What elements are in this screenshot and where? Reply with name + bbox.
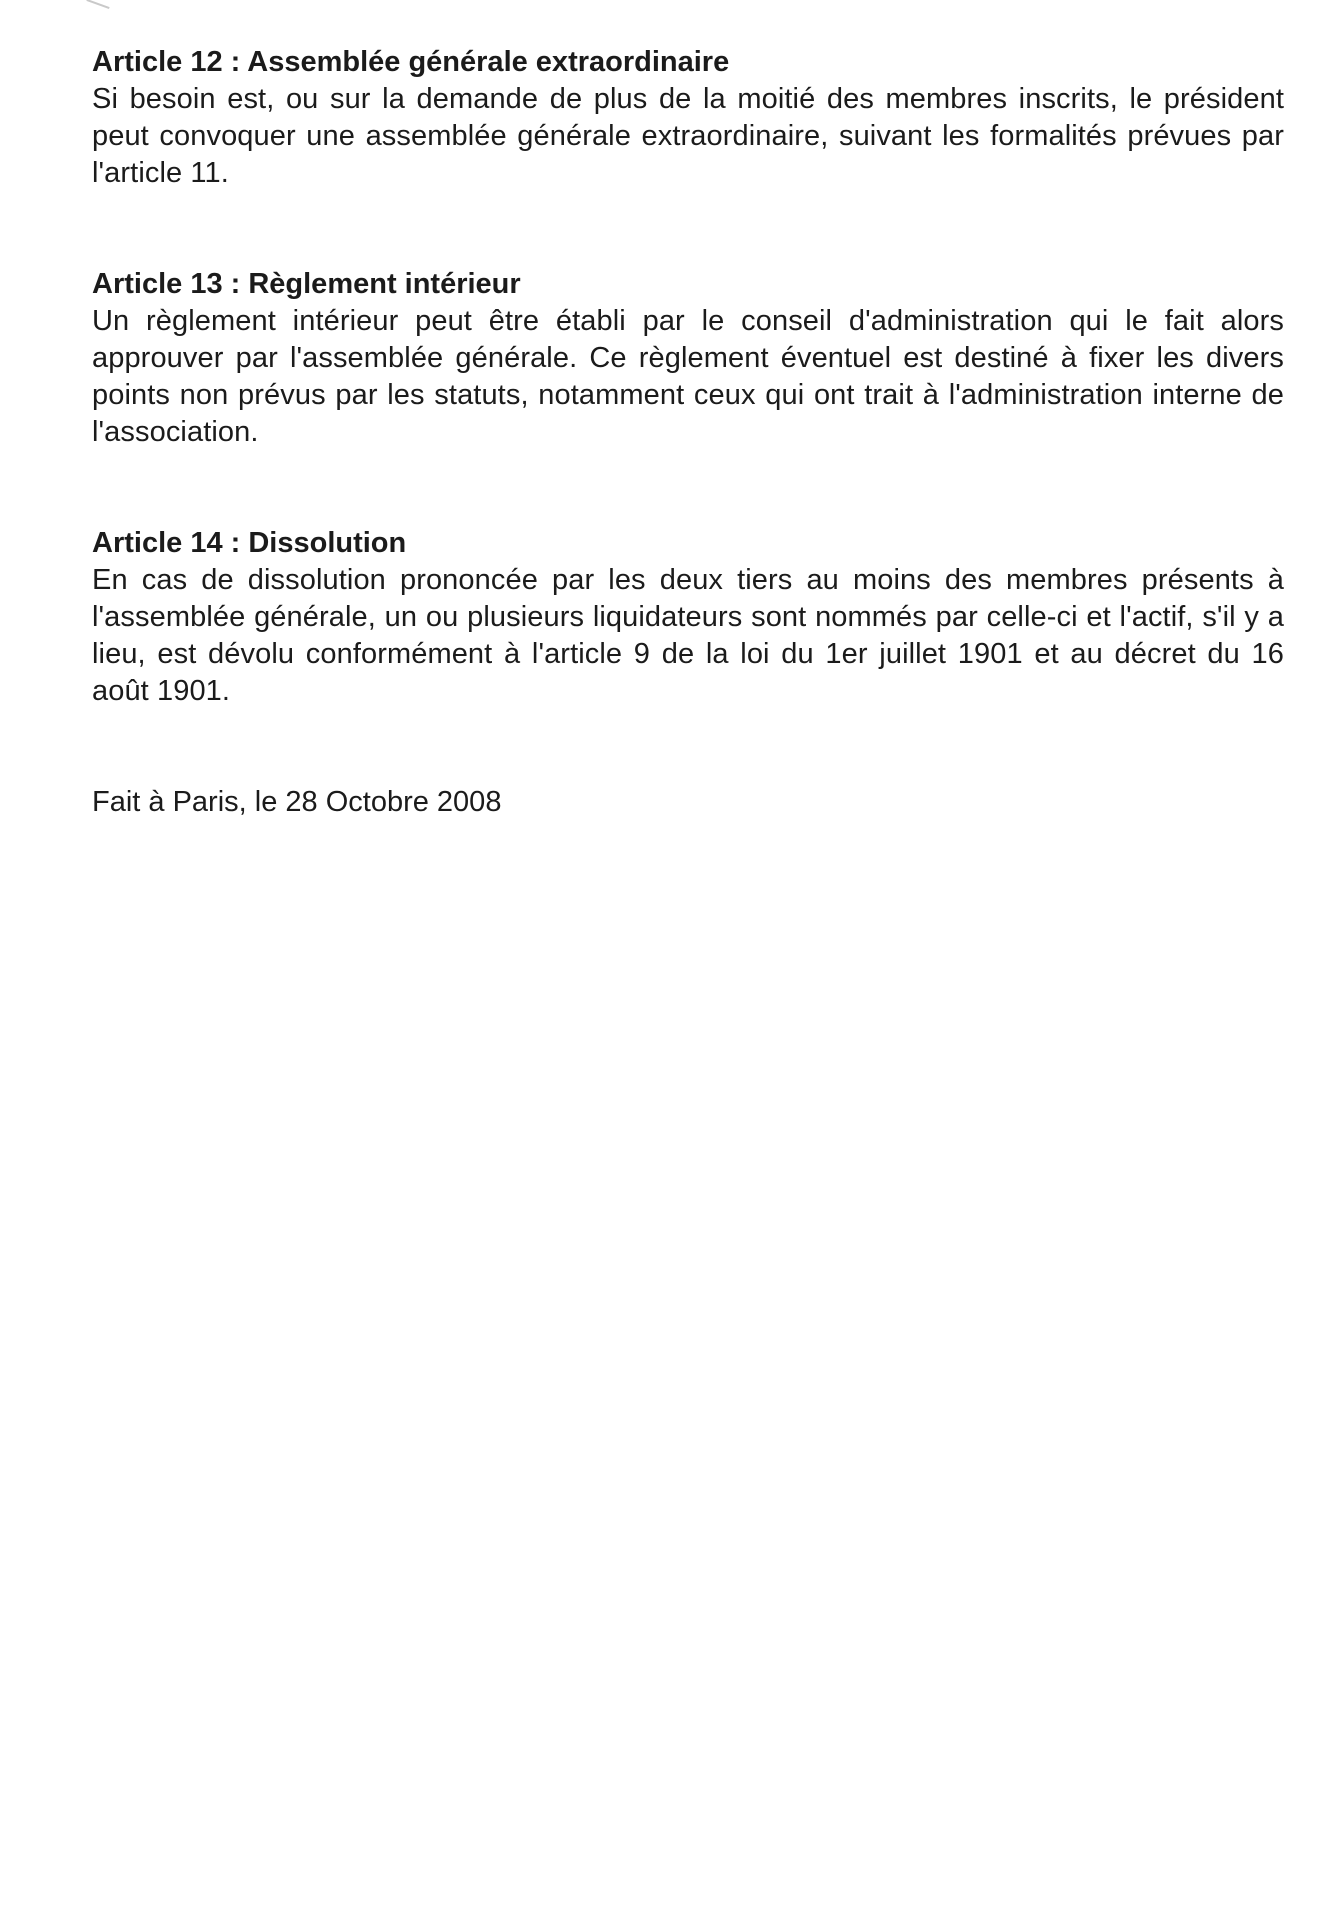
article-14 <box>92 525 1284 710</box>
article-12 <box>92 44 1284 192</box>
article-13-heading: Article 13 : Règlement intérieur <box>92 268 521 300</box>
signature-place-date: Fait à Paris, le 28 Octobre 2008 <box>92 786 502 818</box>
article-12-heading: Article 12 : Assemblée générale extraordinaire <box>92 46 730 78</box>
scan-artifact <box>86 0 109 9</box>
article-14-heading: Article 14 : Dissolution <box>92 527 407 559</box>
article-13-body: Un règlement intérieur peut être établi par le conseil d'administration qui le fait alors approuver par l'assemblée générale. Ce règlement éventuel est destiné à fixer les divers points non prévus par les statuts, notamment ceux qui ont trait à l'administration interne de l'association. <box>92 305 1284 448</box>
document-page <box>92 44 1284 821</box>
article-14-body: En cas de dissolution prononcée par les deux tiers au moins des membres présents à l'assemblée générale, un ou plusieurs liquidateurs sont nommés par celle-ci et l'actif, s'il y a lieu, est dévolu conformément à l'article 9 de la loi du 1er juillet 1901 et au décret du 16 août 1901. <box>92 564 1284 707</box>
article-12-body: Si besoin est, ou sur la demande de plus de la moitié des membres inscrits, le président peut convoquer une assemblée générale extraordinaire, suivant les formalités prévues par l'article 11. <box>92 83 1284 189</box>
article-13 <box>92 266 1284 451</box>
